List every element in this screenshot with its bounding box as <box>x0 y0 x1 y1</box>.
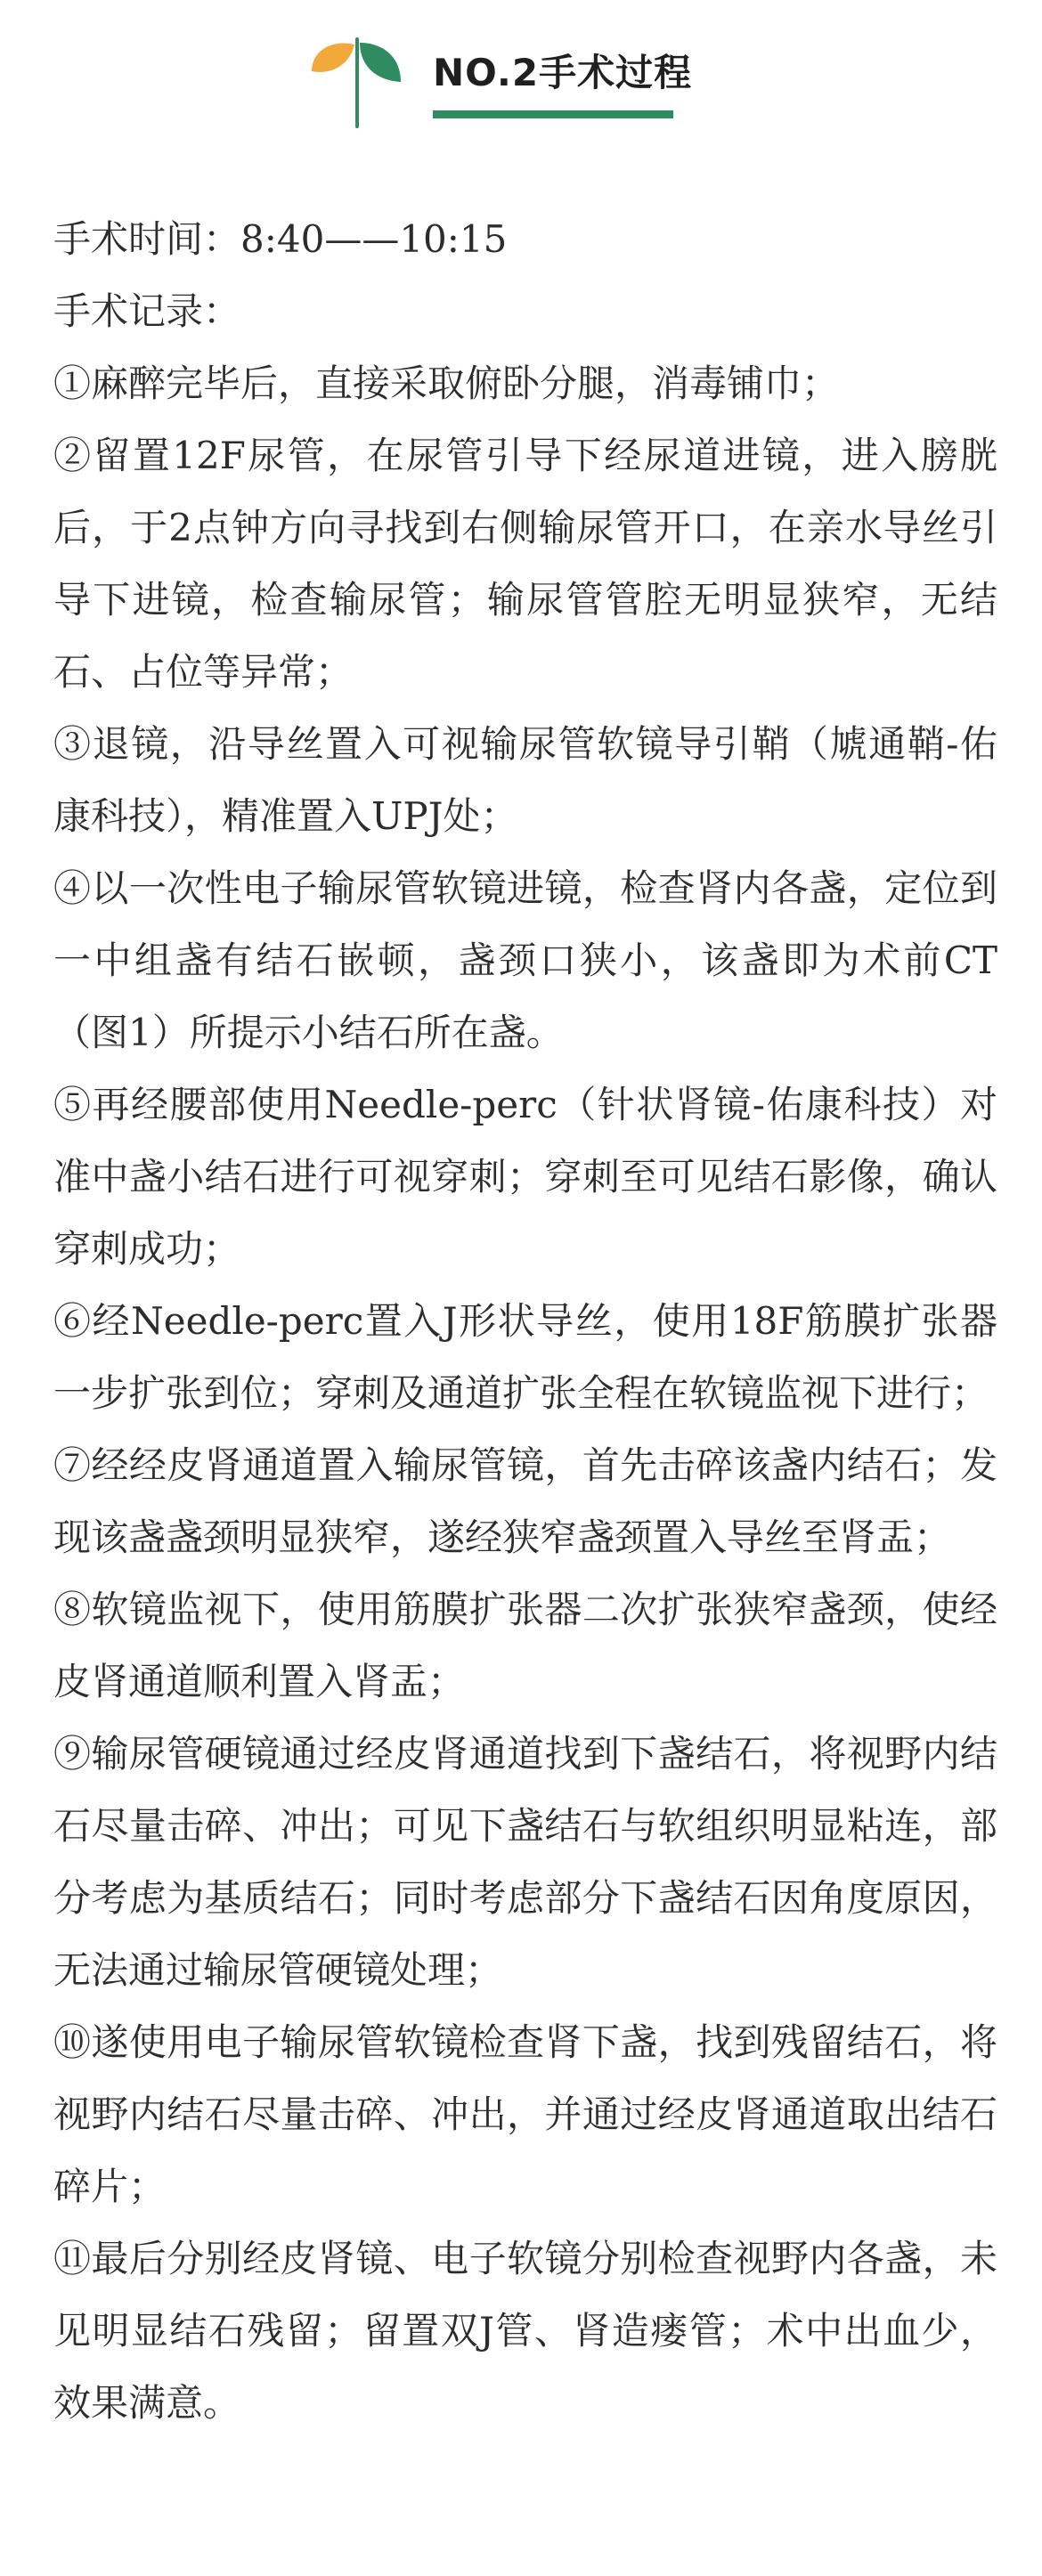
step-2: ②留置12F尿管，在尿管引导下经尿道进镜，进入膀胱后，于2点钟方向寻找到右侧输尿管开口，在亲水导丝引导下进镜，检查输尿管；输尿管管腔无明显狭窄，无结石、占位等异常； <box>53 434 997 694</box>
page-title: NO.2手术过程 <box>433 51 693 94</box>
title-block <box>433 41 693 118</box>
record-heading: 手术记录： <box>53 289 241 333</box>
step-9: ⑨输尿管硬镜通过经皮肾通道找到下盏结石，将视野内结石尽量击碎、冲出；可见下盏结石与软组织明显粘连，部分考虑为基质结石；同时考虑部分下盏结石因角度原因，无法通过输尿管硬镜处理； <box>53 1732 997 1992</box>
surgery-record <box>53 203 997 2439</box>
step-11: ⑪最后分别经皮肾镜、电子软镜分别检查视野内各盏，未见明显结石残留；留置双J管、肾造瘘管；术中出血少，效果满意。 <box>53 2237 997 2425</box>
step-3: ③退镜，沿导丝置入可视输尿管软镜导引鞘（虓通鞘-佑康科技），精准置入UPJ处； <box>53 722 997 838</box>
step-5: ⑤再经腰部使用Needle-perc（针状肾镜-佑康科技）对准中盏小结石进行可视穿刺；穿刺至可见结石影像，确认穿刺成功； <box>53 1083 997 1271</box>
step-8: ⑧软镜监视下，使用筋膜扩张器二次扩张狭窄盏颈，使经皮肾通道顺利置入肾盂； <box>53 1588 997 1703</box>
step-4: ④以一次性电子输尿管软镜进镜，检查肾内各盏，定位到一中组盏有结石嵌顿，盏颈口狭小，该盏即为术前CT（图1）所提示小结石所在盏。 <box>53 866 997 1054</box>
step-10: ⑩遂使用电子输尿管软镜检查肾下盏，找到残留结石，将视野内结石尽量击碎、冲出，并通过经皮肾通道取出结石碎片； <box>53 2020 997 2208</box>
sprout-icon <box>308 36 406 134</box>
step-1: ①麻醉完毕后，直接采取俯卧分腿，消毒铺巾； <box>53 362 840 405</box>
step-6: ⑥经Needle-perc置入J形状导丝，使用18F筋膜扩张器一步扩张到位；穿刺及通道扩张全程在软镜监视下进行； <box>53 1299 997 1415</box>
step-7: ⑦经经皮肾通道置入输尿管镜，首先击碎该盏内结石；发现该盏盏颈明显狭窄，遂经狭窄盏颈置入导丝至肾盂； <box>53 1443 997 1559</box>
surgery-time: 手术时间：8:40——10:15 <box>53 217 508 261</box>
section-header <box>308 36 736 134</box>
title-underline <box>433 110 673 118</box>
